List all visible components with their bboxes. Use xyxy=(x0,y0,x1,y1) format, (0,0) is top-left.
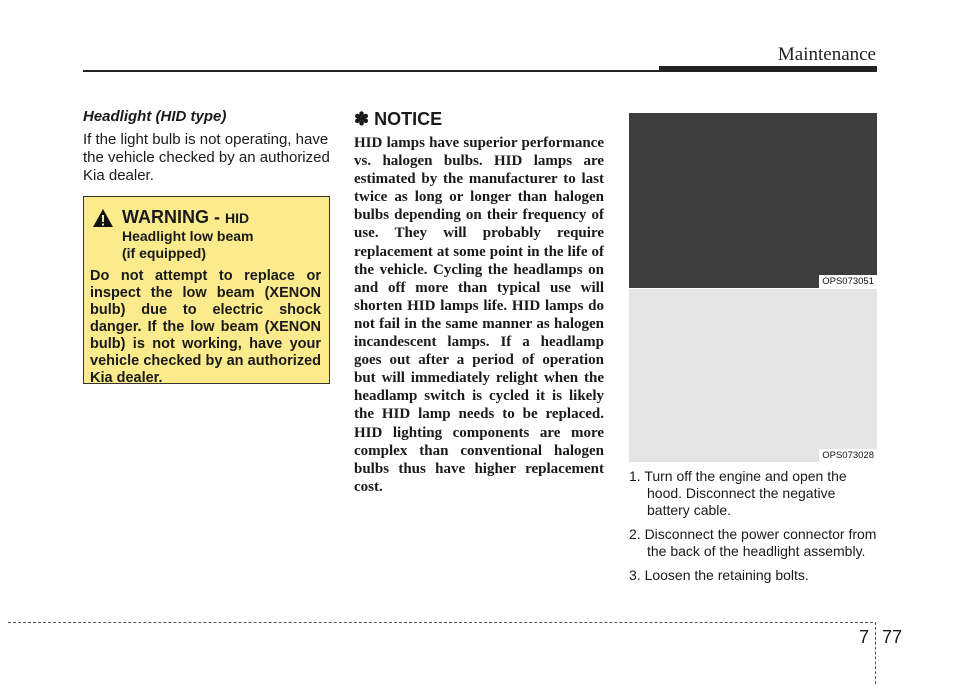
left-column xyxy=(83,108,335,185)
footer-divider xyxy=(875,622,876,684)
footer-rule xyxy=(8,622,873,623)
warning-title-suffix: HID xyxy=(225,210,250,226)
chapter-number: 7 xyxy=(859,627,870,647)
figure-label: OPS073028 xyxy=(819,449,877,462)
page-header-title: Maintenance xyxy=(777,44,876,65)
warning-triangle-icon xyxy=(92,208,114,228)
notice-title xyxy=(354,109,604,130)
page-number: 77 xyxy=(882,627,903,647)
section-text: If the light bulb is not operating, have the vehicle checked by an authorized Kia dealer. xyxy=(83,131,330,184)
warning-title xyxy=(122,207,249,228)
step-item: 3. Loosen the retaining bolts. xyxy=(629,567,809,583)
step-item: 1. Turn off the engine and open the hood. Disconnect the negative battery cable. xyxy=(629,468,847,518)
notice-column xyxy=(354,109,604,496)
warning-subtitle-1: Headlight low beam xyxy=(122,228,254,244)
section-title: Headlight (HID type) xyxy=(83,108,227,125)
warning-subtitle-2: (if equipped) xyxy=(122,245,206,261)
notice-star-icon: ✽ xyxy=(354,109,370,129)
figure-engine-bay xyxy=(629,113,877,288)
warning-text: Do not attempt to replace or inspect the low beam (XENON bulb) due to electric shock danger. If the low beam (XENON bulb) is not working, have your vehicle checked by an authorized Kia dealer. xyxy=(90,268,321,386)
warning-header xyxy=(90,207,321,228)
warning-title-text: WARNING - xyxy=(122,207,225,227)
header-rule-accent xyxy=(659,66,877,72)
figure-label: OPS073051 xyxy=(819,275,877,288)
notice-text: HID lamps have superior performance vs. halogen bulbs. HID lamps are estimated by the manufacturer to last twice as long or longer than halogen bulbs depending on their frequency of use. They will probably require replacement at some point in the life of the vehicle. Cycling the headlamps on and off more than typical use will shorten HID lamps life. HID lamps do not fail in the same manner as halogen incandescent lamps. If a headlamp goes out after a period of operation but will immediately relight when the headlamp switch is cycled it is likely the HID lamp needs to be replaced. HID lighting components are more complex than conventional halogen bulbs thus have higher replacement cost. xyxy=(354,135,604,495)
figure-headlight-assembly xyxy=(629,289,877,462)
procedure-steps xyxy=(629,468,879,591)
warning-box xyxy=(83,196,330,384)
notice-title-text: NOTICE xyxy=(374,109,443,129)
step-item: 2. Disconnect the power connector from the back of the headlight assembly. xyxy=(629,526,877,559)
